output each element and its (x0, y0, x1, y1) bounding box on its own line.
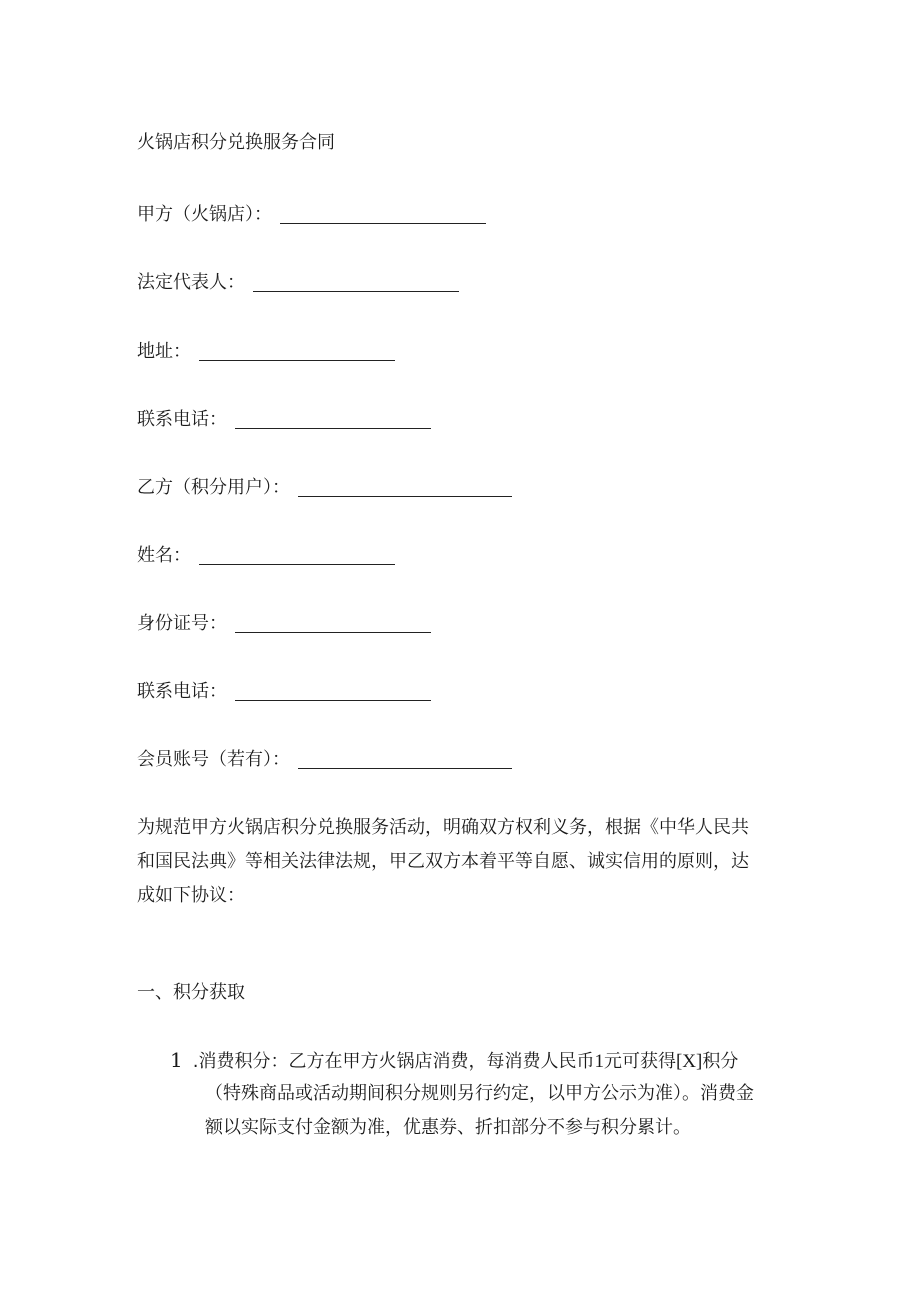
legal-rep-blank[interactable] (253, 269, 459, 292)
name-field (137, 541, 395, 569)
id-number-label: 身份证号： (137, 613, 227, 634)
address-field (137, 337, 395, 365)
clause-line: （特殊商品或活动期间积分规则另行约定，以甲方公示为准）。消费金 (205, 1083, 754, 1104)
party-a-field (137, 200, 486, 228)
clause-line: 额以实际支付金额为准，优惠券、折扣部分不参与积分累计。 (205, 1117, 691, 1138)
clause-number: 1 (170, 1048, 183, 1072)
intro-paragraph (137, 811, 777, 913)
intro-line: 成如下协议： (137, 885, 245, 906)
clause-placeholder: [X] (675, 1051, 703, 1072)
member-account-field (137, 745, 512, 773)
name-blank[interactable] (199, 542, 395, 565)
party-b-blank[interactable] (298, 474, 512, 497)
clause-text: 积分 (702, 1051, 739, 1072)
intro-line: 为规范甲方火锅店积分兑换服务活动，明确双方权利义务，根据《中华人民共 (137, 817, 749, 838)
address-blank[interactable] (199, 338, 395, 361)
id-number-field (137, 609, 431, 637)
party-a-phone-label: 联系电话： (137, 409, 227, 430)
party-a-label: 甲方（火锅店）： (137, 204, 272, 225)
party-b-phone-blank[interactable] (235, 678, 431, 701)
section-heading-points-earning: 一、积分获取 (137, 982, 245, 1003)
name-label: 姓名： (137, 545, 191, 566)
clause-text: .消费积分：乙方在甲方火锅店消费，每消费人民币 (192, 1051, 595, 1072)
intro-line: 和国民法典》等相关法律法规，甲乙双方本着平等自愿、诚实信用的原则，达 (137, 851, 749, 872)
party-b-field (137, 473, 512, 501)
legal-rep-label: 法定代表人： (137, 272, 245, 293)
clause-line (170, 1043, 790, 1077)
address-label: 地址： (137, 341, 191, 362)
clause-amount: 1 (594, 1051, 604, 1072)
clause-consumption-points (170, 1043, 790, 1145)
party-b-label: 乙方（积分用户）： (137, 477, 290, 498)
id-number-blank[interactable] (235, 610, 431, 633)
document-title: 火锅店积分兑换服务合同 (137, 132, 335, 153)
party-a-phone-blank[interactable] (235, 406, 431, 429)
party-b-phone-label: 联系电话： (137, 681, 227, 702)
member-account-label: 会员账号（若有）： (137, 749, 290, 770)
clause-text: 元可获得 (603, 1051, 676, 1072)
legal-rep-field (137, 268, 459, 296)
party-b-phone-field (137, 677, 431, 705)
party-a-blank[interactable] (280, 201, 486, 224)
member-account-blank[interactable] (298, 746, 512, 769)
party-a-phone-field (137, 405, 431, 433)
